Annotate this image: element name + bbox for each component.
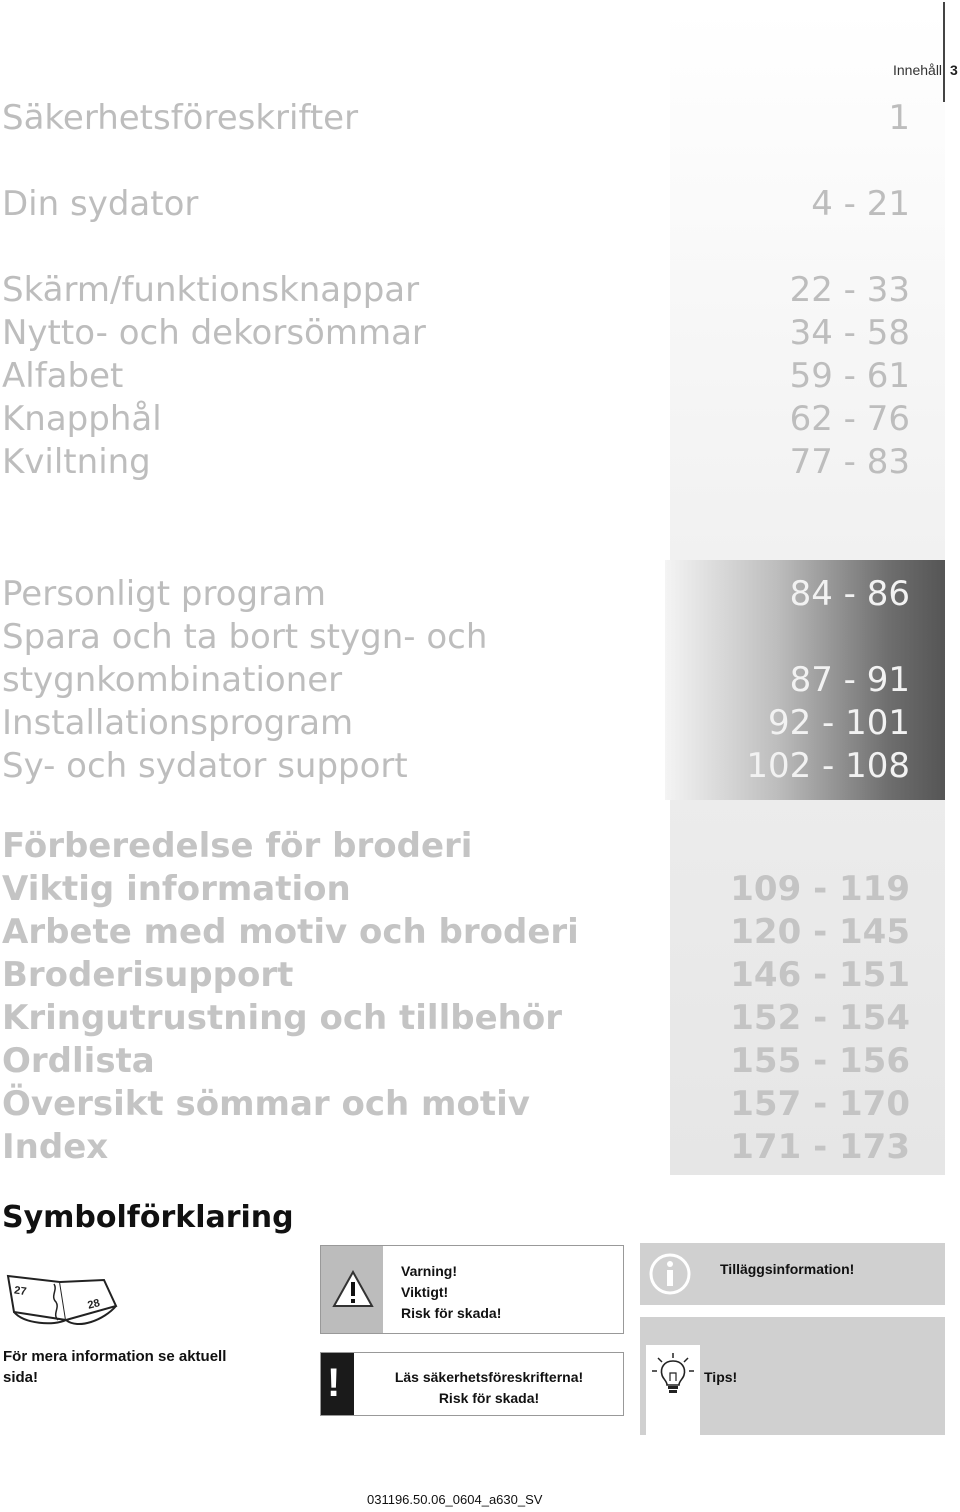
toc-entry-pages: 62 - 76 bbox=[789, 399, 910, 439]
toc-entry[interactable] bbox=[0, 1084, 945, 1126]
toc-entry-pages: 155 - 156 bbox=[730, 1041, 910, 1081]
tips-text: Tips! bbox=[704, 1369, 738, 1385]
toc-entry[interactable] bbox=[0, 270, 945, 312]
toc-entry-title: Översikt sömmar och motiv bbox=[2, 1084, 530, 1124]
warning-line: Varning! bbox=[401, 1263, 458, 1279]
toc-entry[interactable] bbox=[0, 356, 945, 398]
toc-entry-pages: 92 - 101 bbox=[767, 703, 910, 743]
toc-entry[interactable] bbox=[0, 574, 945, 616]
toc-entry-pages: 22 - 33 bbox=[789, 270, 910, 310]
toc-entry-title: Ordlista bbox=[2, 1041, 155, 1081]
toc-entry-title: stygnkombinationer bbox=[2, 660, 343, 700]
toc-entry[interactable] bbox=[0, 869, 945, 911]
toc-entry-title: Kringutrustning och tillbehör bbox=[2, 998, 562, 1038]
info-icon bbox=[648, 1252, 692, 1296]
toc-entry[interactable] bbox=[0, 98, 945, 140]
read-safety-box-side bbox=[321, 1353, 354, 1415]
header-page-number: 3 bbox=[950, 62, 958, 78]
warning-line: Viktigt! bbox=[401, 1284, 449, 1300]
toc-entry[interactable] bbox=[0, 184, 945, 226]
warning-triangle-icon bbox=[332, 1270, 374, 1308]
toc-entry-pages: 171 - 173 bbox=[730, 1127, 910, 1167]
warning-line: Risk för skada! bbox=[401, 1305, 502, 1321]
warning-text bbox=[401, 1261, 501, 1324]
toc-entry[interactable] bbox=[0, 912, 945, 954]
read-safety-line: Risk för skada! bbox=[438, 1390, 540, 1406]
header-section-label: Innehåll bbox=[893, 62, 943, 78]
toc-entry[interactable] bbox=[0, 826, 945, 868]
toc-entry-pages: 4 - 21 bbox=[811, 184, 910, 224]
toc-entry-pages: 120 - 145 bbox=[730, 912, 910, 952]
toc-entry-title: Förberedelse för broderi bbox=[2, 826, 473, 866]
toc-entry-title: Din sydator bbox=[2, 184, 199, 224]
toc-entry-title: Installationsprogram bbox=[2, 703, 354, 743]
read-safety-box bbox=[320, 1352, 624, 1416]
toc-entry-title: Skärm/funktionsknappar bbox=[2, 270, 420, 310]
toc-entry-title: Alfabet bbox=[2, 356, 124, 396]
toc-entry[interactable] bbox=[0, 703, 945, 745]
book-page-right: 28 bbox=[86, 1297, 102, 1312]
toc-entry-pages: 34 - 58 bbox=[789, 313, 910, 353]
toc-entry-pages: 152 - 154 bbox=[730, 998, 910, 1038]
toc-entry-title: Nytto- och dekorsömmar bbox=[2, 313, 426, 353]
book-page-left: 27 bbox=[13, 1284, 28, 1299]
toc-entry-title: Personligt program bbox=[2, 574, 326, 614]
toc-entry[interactable] bbox=[0, 442, 945, 484]
toc-entry[interactable] bbox=[0, 313, 945, 355]
tips-box bbox=[640, 1317, 945, 1435]
toc-entry-title: Säkerhetsföreskrifter bbox=[2, 98, 359, 138]
toc-entry-title: Broderisupport bbox=[2, 955, 294, 995]
toc-entry-title: Spara och ta bort stygn- och bbox=[2, 617, 488, 657]
toc-entry-title: Sy- och sydator support bbox=[2, 746, 408, 786]
read-safety-line: Läs säkerhetsföreskrifterna! bbox=[394, 1369, 584, 1385]
toc-entry[interactable] bbox=[0, 617, 945, 659]
toc-entry-pages: 1 bbox=[888, 98, 910, 138]
toc-entry-pages: 84 - 86 bbox=[789, 574, 910, 614]
lightbulb-icon bbox=[650, 1351, 696, 1397]
toc-entry[interactable] bbox=[0, 399, 945, 441]
toc-entry-pages: 87 - 91 bbox=[789, 660, 910, 700]
symbols-heading: Symbolförklaring bbox=[2, 1200, 294, 1235]
header-divider bbox=[943, 2, 945, 102]
toc-entry-pages: 77 - 83 bbox=[789, 442, 910, 482]
toc-entry-title: Kviltning bbox=[2, 442, 151, 482]
info-text: Tilläggsinformation! bbox=[720, 1261, 855, 1277]
toc-entry-pages: 102 - 108 bbox=[746, 746, 910, 786]
warning-box bbox=[320, 1245, 624, 1334]
exclamation-icon: ! bbox=[327, 1361, 341, 1405]
book-caption: För mera information se aktuell sida! bbox=[3, 1348, 227, 1386]
toc-entry[interactable] bbox=[0, 660, 945, 702]
toc-entry-pages: 109 - 119 bbox=[730, 869, 910, 909]
footer-document-code: 031196.50.06_0604_a630_SV bbox=[367, 1492, 543, 1507]
toc-entry-pages: 157 - 170 bbox=[730, 1084, 910, 1124]
toc-entry[interactable] bbox=[0, 998, 945, 1040]
toc-entry[interactable] bbox=[0, 746, 945, 788]
toc-entry-pages: 146 - 151 bbox=[730, 955, 910, 995]
open-book-icon bbox=[4, 1268, 124, 1338]
read-safety-text bbox=[354, 1367, 624, 1409]
toc-entry[interactable] bbox=[0, 955, 945, 997]
info-box bbox=[640, 1243, 945, 1305]
toc-entry-title: Index bbox=[2, 1127, 109, 1167]
toc-entry[interactable] bbox=[0, 1041, 945, 1083]
toc-entry-pages: 59 - 61 bbox=[789, 356, 910, 396]
toc-entry-title: Arbete med motiv och broderi bbox=[2, 912, 579, 952]
toc-entry[interactable] bbox=[0, 1127, 945, 1169]
toc-entry-title: Viktig information bbox=[2, 869, 351, 909]
toc-entry-title: Knapphål bbox=[2, 399, 162, 439]
